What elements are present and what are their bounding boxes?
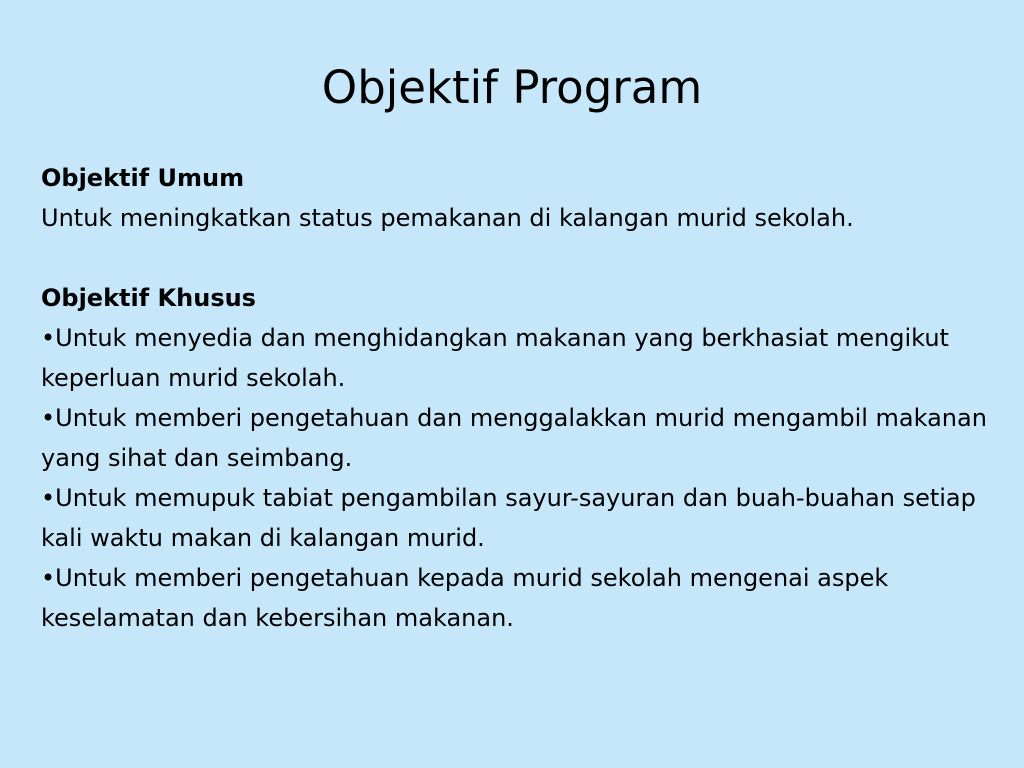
general-objective-heading: Objektif Umum xyxy=(41,164,245,192)
bullet-marker: • xyxy=(41,564,56,592)
list-item xyxy=(41,558,1001,638)
list-item xyxy=(41,318,1001,398)
slide-content xyxy=(41,158,1001,638)
bullet-marker: • xyxy=(41,484,56,512)
list-item-text: Untuk memberi pengetahuan dan menggalakkan murid mengambil makanan yang sihat dan seimbang. xyxy=(41,404,987,472)
specific-objective-list xyxy=(41,318,1001,638)
bullet-marker: • xyxy=(41,404,56,432)
specific-objective-heading: Objektif Khusus xyxy=(41,284,256,312)
general-objective-text: Untuk meningkatkan status pemakanan di kalangan murid sekolah. xyxy=(41,204,854,232)
bullet-marker: • xyxy=(41,324,56,352)
slide-title: Objektif Program xyxy=(321,61,703,114)
list-item-text: Untuk memupuk tabiat pengambilan sayur-sayuran dan buah-buahan setiap kali waktu makan di kalangan murid. xyxy=(41,484,976,552)
list-item-text: Untuk memberi pengetahuan kepada murid sekolah mengenai aspek keselamatan dan kebersihan makanan. xyxy=(41,564,889,632)
list-item-text: Untuk menyedia dan menghidangkan makanan yang berkhasiat mengikut keperluan murid sekolah. xyxy=(41,324,949,392)
list-item xyxy=(41,478,1001,558)
section-spacer xyxy=(41,238,1001,278)
list-item xyxy=(41,398,1001,478)
